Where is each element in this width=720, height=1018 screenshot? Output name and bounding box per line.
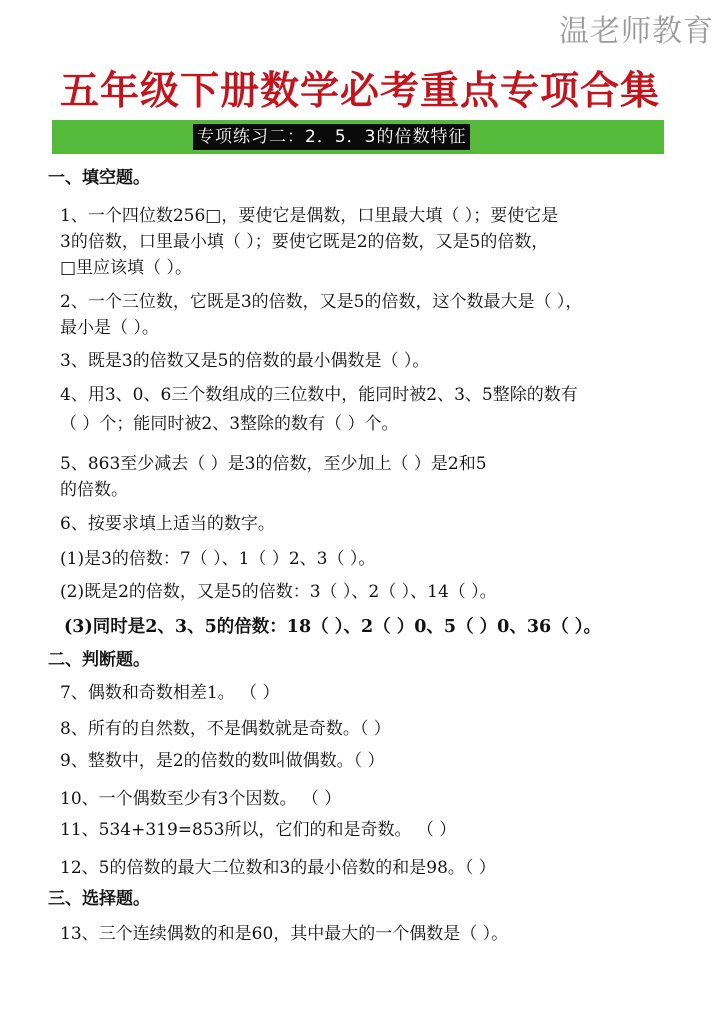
- section-true-false: 二、判断题。: [48, 650, 150, 670]
- question-13: 13、三个连续偶数的和是60，其中最大的一个偶数是（ ）。: [60, 924, 509, 944]
- question-5-line-1: 5、863至少减去（ ）是3的倍数，至少加上（ ）是2和5: [60, 454, 487, 474]
- banner-label: 专项练习二：2．5．3的倍数特征: [193, 124, 470, 150]
- page-title: 五年级下册数学必考重点专项合集: [59, 69, 660, 114]
- question-1-line-1: 1、一个四位数256□，要使它是偶数，口里最大填（ ）；要使它是: [60, 206, 559, 226]
- question-9: 9、整数中，是2的倍数的数叫做偶数。（ ）: [60, 751, 385, 771]
- question-11: 11、534+319=853所以，它们的和是奇数。 （ ）: [60, 820, 457, 840]
- question-4-line-1: 4、用3、0、6三个数组成的三位数中，能同时被2、3、5整除的数有: [60, 385, 578, 405]
- question-6-part-1: (1)是3的倍数：7（ ）、1（ ）2、3（ ）。: [60, 549, 376, 569]
- question-1-line-3: □里应该填（ ）。: [60, 258, 192, 278]
- question-4-line-2: （ ）个；能同时被2、3整除的数有（ ）个。: [60, 414, 399, 434]
- question-7: 7、偶数和奇数相差1。 （ ）: [60, 683, 280, 703]
- question-10: 10、一个偶数至少有3个因数。 （ ）: [60, 789, 342, 809]
- section-fill-in: 一、填空题。: [48, 168, 150, 188]
- question-6: 6、按要求填上适当的数字。: [60, 514, 275, 534]
- question-8: 8、所有的自然数，不是偶数就是奇数。（ ）: [60, 719, 391, 739]
- question-2-line-2: 最小是（ ）。: [60, 318, 159, 338]
- question-5-line-2: 的倍数。: [60, 480, 128, 500]
- question-6-part-3: (3)同时是2、3、5的倍数：18（ ）、2（ ）0、5（ ）0、36（ ）。: [64, 617, 602, 637]
- question-3: 3、既是3的倍数又是5的倍数的最小偶数是（ ）。: [60, 351, 430, 371]
- question-1-line-2: 3的倍数，口里最小填（ ）；要使它既是2的倍数，又是5的倍数，: [60, 232, 549, 252]
- section-multiple-choice: 三、选择题。: [48, 889, 150, 909]
- question-12: 12、5的倍数的最大二位数和3的最小倍数的和是98。（ ）: [60, 858, 496, 878]
- question-2-line-1: 2、一个三位数，它既是3的倍数，又是5的倍数，这个数最大是（ ），: [60, 292, 583, 312]
- watermark: 温老师教育: [559, 14, 714, 49]
- question-6-part-2: (2)既是2的倍数，又是5的倍数：3（ ）、2（ ）、14（ ）。: [60, 582, 497, 602]
- section-banner: [52, 120, 664, 154]
